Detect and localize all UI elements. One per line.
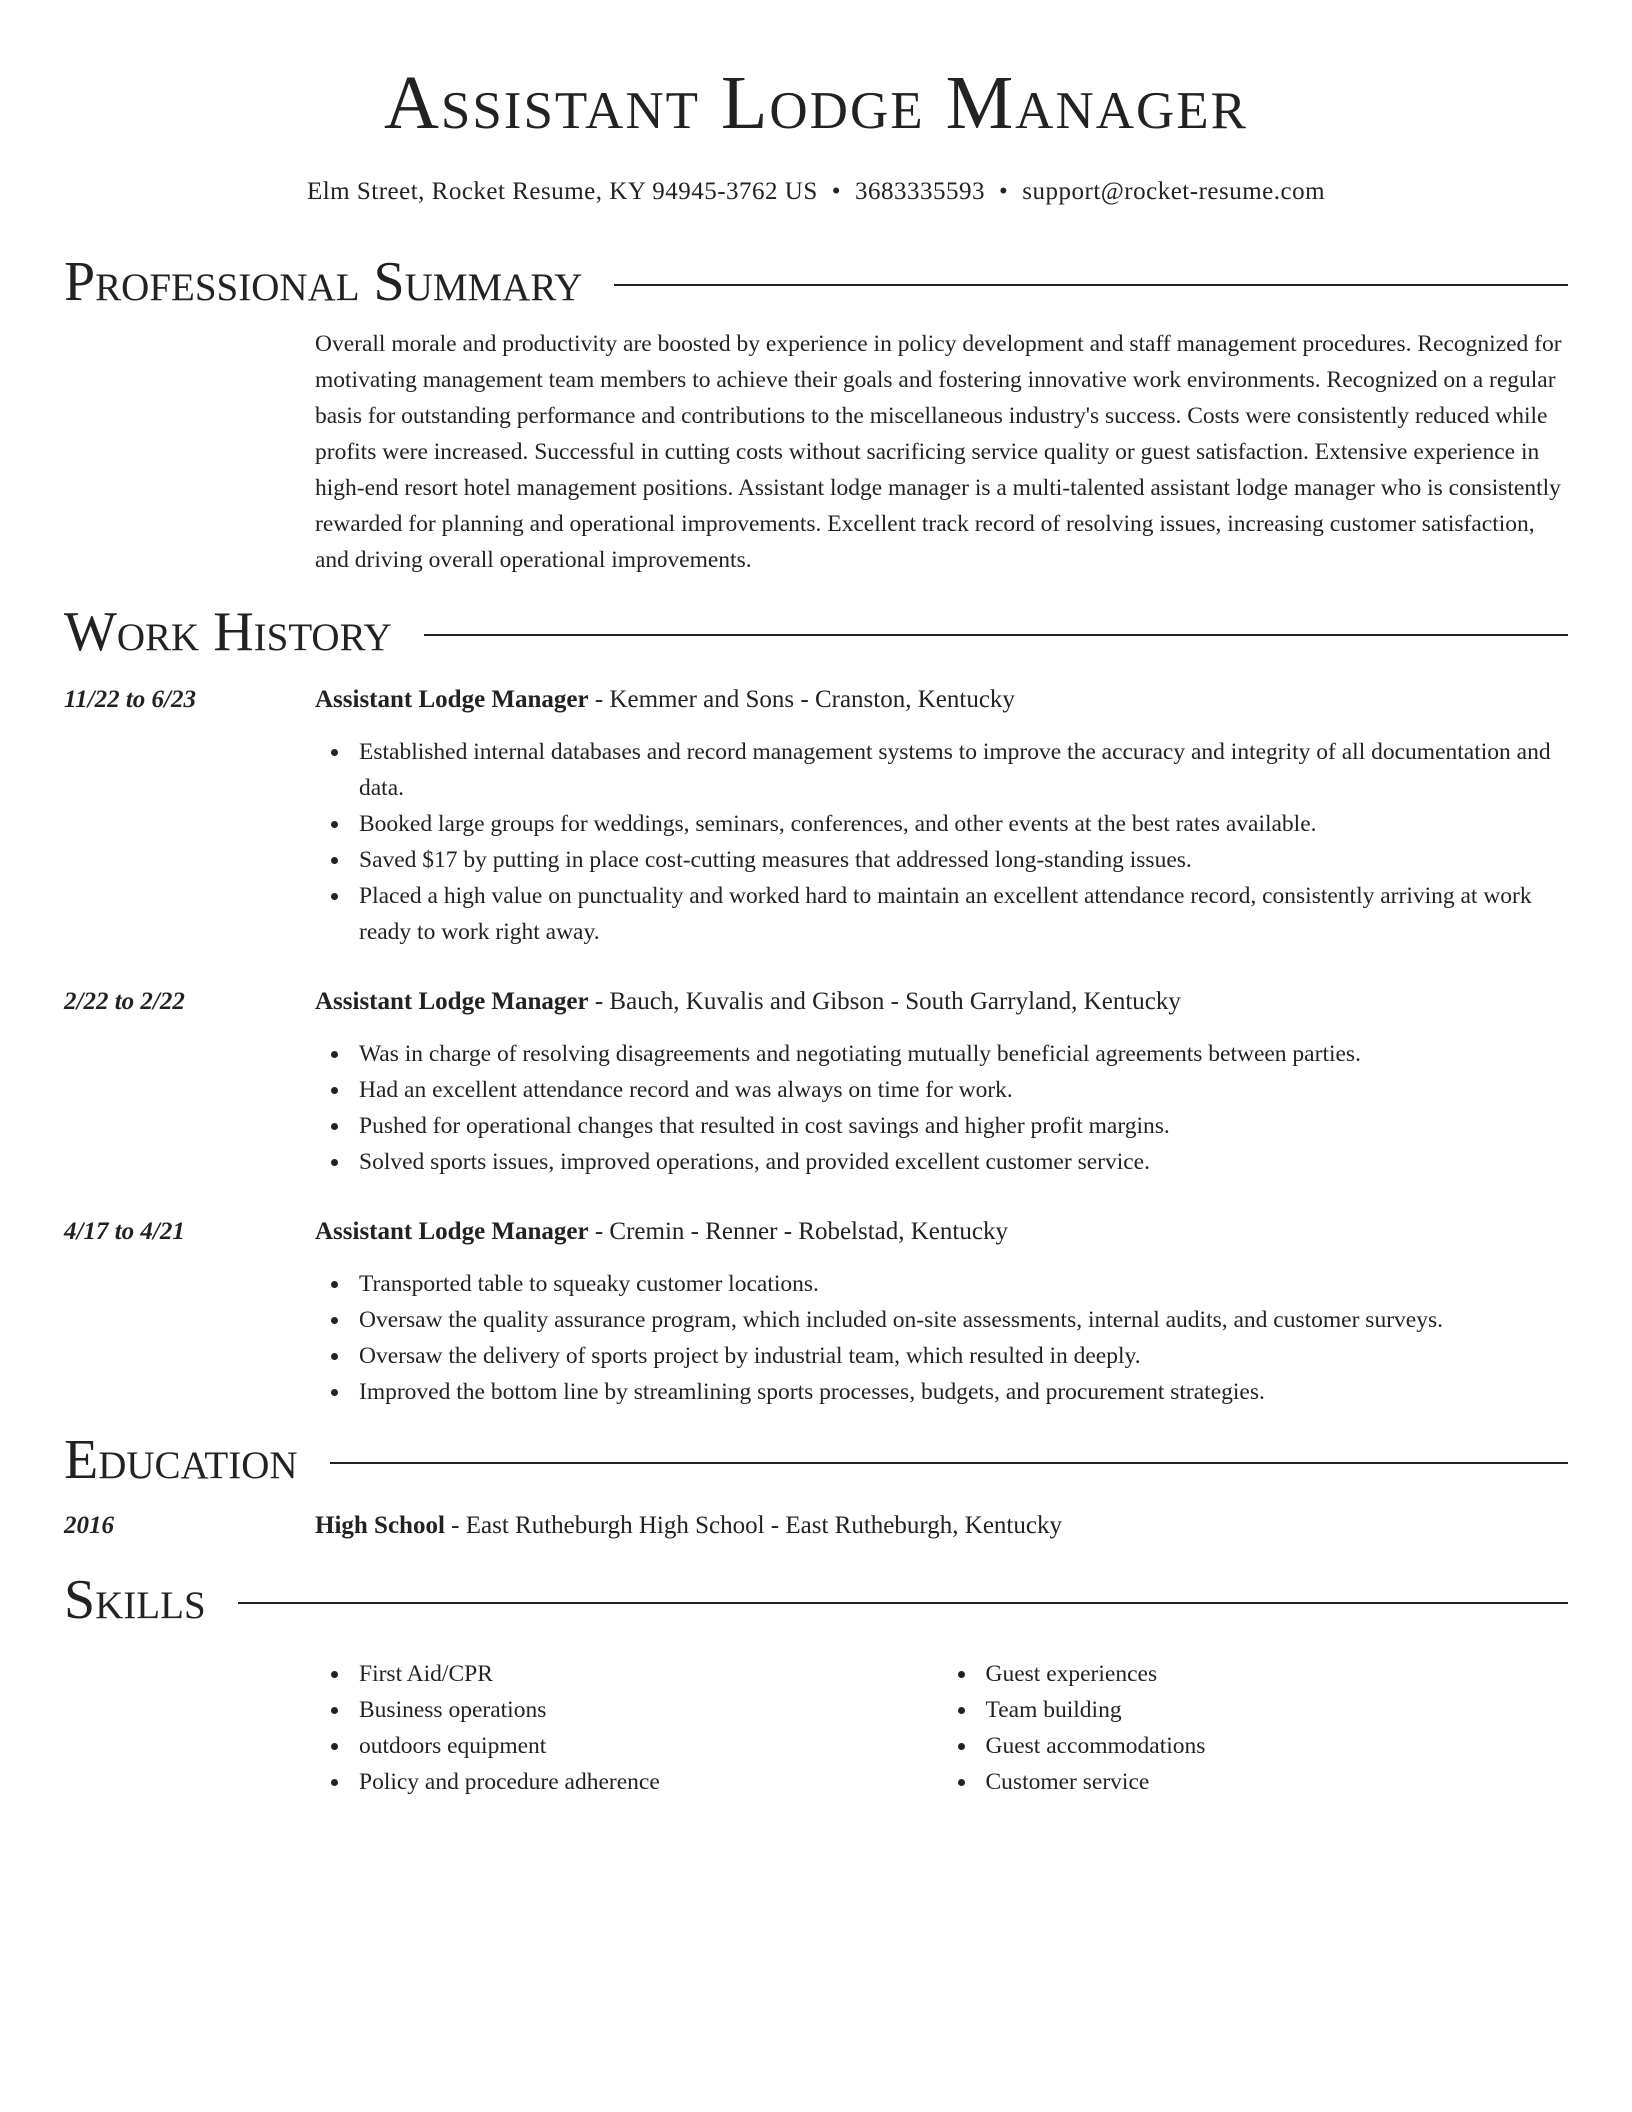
- contact-line: [64, 176, 1568, 208]
- job-bullets: [315, 1266, 1568, 1410]
- education-degree: High School: [315, 1512, 445, 1539]
- education-line: [315, 1508, 1062, 1544]
- skills-section-header: [64, 1568, 1568, 1632]
- job-bullet: Booked large groups for weddings, seminars, conferences, and other events at the best rates available.: [359, 806, 1568, 842]
- job-bullet: Had an excellent attendance record and was always on time for work.: [359, 1072, 1568, 1108]
- education-entry: [64, 1508, 1568, 1544]
- section-divider: [330, 1462, 1568, 1464]
- skill-item: Business operations: [359, 1692, 942, 1728]
- work-section-title: Work History: [64, 601, 392, 663]
- job-role: Assistant Lodge Manager: [315, 1218, 589, 1245]
- job-employer: - Cremin - Renner - Robelstad, Kentucky: [588, 1218, 1008, 1245]
- skill-item: Guest accommodations: [986, 1728, 1569, 1764]
- job-title-line: [315, 1214, 1008, 1250]
- skills-list: [315, 1656, 1568, 1800]
- summary-section-title: Professional Summary: [64, 251, 583, 313]
- skill-item: outdoors equipment: [359, 1728, 942, 1764]
- job-title-line: [315, 984, 1181, 1020]
- job-bullet: Oversaw the quality assurance program, which included on-site assessments, internal audits, and customer surveys.: [359, 1302, 1568, 1338]
- job-entry: [64, 682, 1568, 950]
- education-section-header: [64, 1428, 1568, 1492]
- job-date: 4/17 to 4/21: [64, 1218, 185, 1245]
- job-bullets: [315, 1036, 1568, 1180]
- job-role: Assistant Lodge Manager: [315, 988, 589, 1015]
- job-employer: - Bauch, Kuvalis and Gibson - South Garryland, Kentucky: [588, 988, 1181, 1015]
- job-bullet: Improved the bottom line by streamlining sports processes, budgets, and procurement strategies.: [359, 1374, 1568, 1410]
- job-bullets: [315, 734, 1568, 950]
- section-divider: [614, 284, 1568, 286]
- skill-item: First Aid/CPR: [359, 1656, 942, 1692]
- job-role: Assistant Lodge Manager: [315, 686, 589, 713]
- job-date: 11/22 to 6/23: [64, 686, 196, 713]
- contact-separator: •: [831, 178, 841, 205]
- job-bullet: Established internal databases and record management systems to improve the accuracy and integrity of all documentation and data.: [359, 734, 1568, 806]
- education-school: - East Rutheburgh High School - East Rutheburgh, Kentucky: [444, 1512, 1062, 1539]
- job-date: 2/22 to 2/22: [64, 988, 185, 1015]
- job-entry: [64, 1214, 1568, 1410]
- job-entry: [64, 984, 1568, 1180]
- skill-item: Guest experiences: [986, 1656, 1569, 1692]
- contact-separator: •: [999, 178, 1009, 205]
- job-bullet: Was in charge of resolving disagreements and negotiating mutually beneficial agreements between parties.: [359, 1036, 1568, 1072]
- education-date: 2016: [64, 1512, 114, 1539]
- education-section-title: Education: [64, 1429, 298, 1491]
- section-divider: [424, 634, 1568, 636]
- skill-item: Customer service: [986, 1764, 1569, 1800]
- skills-section-title: Skills: [64, 1569, 206, 1631]
- contact-email: support@rocket-resume.com: [1022, 178, 1326, 205]
- job-bullet: Oversaw the delivery of sports project by industrial team, which resulted in deeply.: [359, 1338, 1568, 1374]
- skills-column-right: [942, 1656, 1569, 1800]
- job-header: [64, 1214, 1568, 1250]
- summary-section-header: [64, 250, 1568, 314]
- job-header: [64, 984, 1568, 1020]
- summary-text: Overall morale and productivity are boosted by experience in policy development and staff management procedures. Recognized for motivating management team members to achieve their goals and fostering innovative work environments. Recognized on a regular basis for outstanding performance and contributions to the miscellaneous industry's success. Costs were consistently reduced while profits were increased. Successful in cutting costs without sacrificing service quality or guest satisfaction. Extensive experience in high-end resort hotel management positions. Assistant lodge manager is a multi-talented assistant lodge manager who is consistently rewarded for planning and operational improvements. Excellent track record of resolving issues, increasing customer satisfaction, and driving overall operational improvements.: [315, 331, 1562, 573]
- job-header: [64, 682, 1568, 718]
- job-bullet: Transported table to squeaky customer locations.: [359, 1266, 1568, 1302]
- job-bullet: Solved sports issues, improved operations, and provided excellent customer service.: [359, 1144, 1568, 1180]
- job-employer: - Kemmer and Sons - Cranston, Kentucky: [588, 686, 1015, 713]
- skill-item: Policy and procedure adherence: [359, 1764, 942, 1800]
- contact-phone: 3683335593: [855, 178, 985, 205]
- contact-address: Elm Street, Rocket Resume, KY 94945-3762 US: [306, 178, 818, 205]
- section-divider: [238, 1602, 1568, 1604]
- job-bullet: Placed a high value on punctuality and worked hard to maintain an excellent attendance record, consistently arriving at work ready to work right away.: [359, 878, 1568, 950]
- work-section-header: [64, 600, 1568, 664]
- job-bullet: Saved $17 by putting in place cost-cutting measures that addressed long-standing issues.: [359, 842, 1568, 878]
- resume-name: Assistant Lodge Manager: [383, 61, 1249, 145]
- skills-column-left: [315, 1656, 942, 1800]
- job-bullet: Pushed for operational changes that resulted in cost savings and higher profit margins.: [359, 1108, 1568, 1144]
- job-title-line: [315, 682, 1015, 718]
- skill-item: Team building: [986, 1692, 1569, 1728]
